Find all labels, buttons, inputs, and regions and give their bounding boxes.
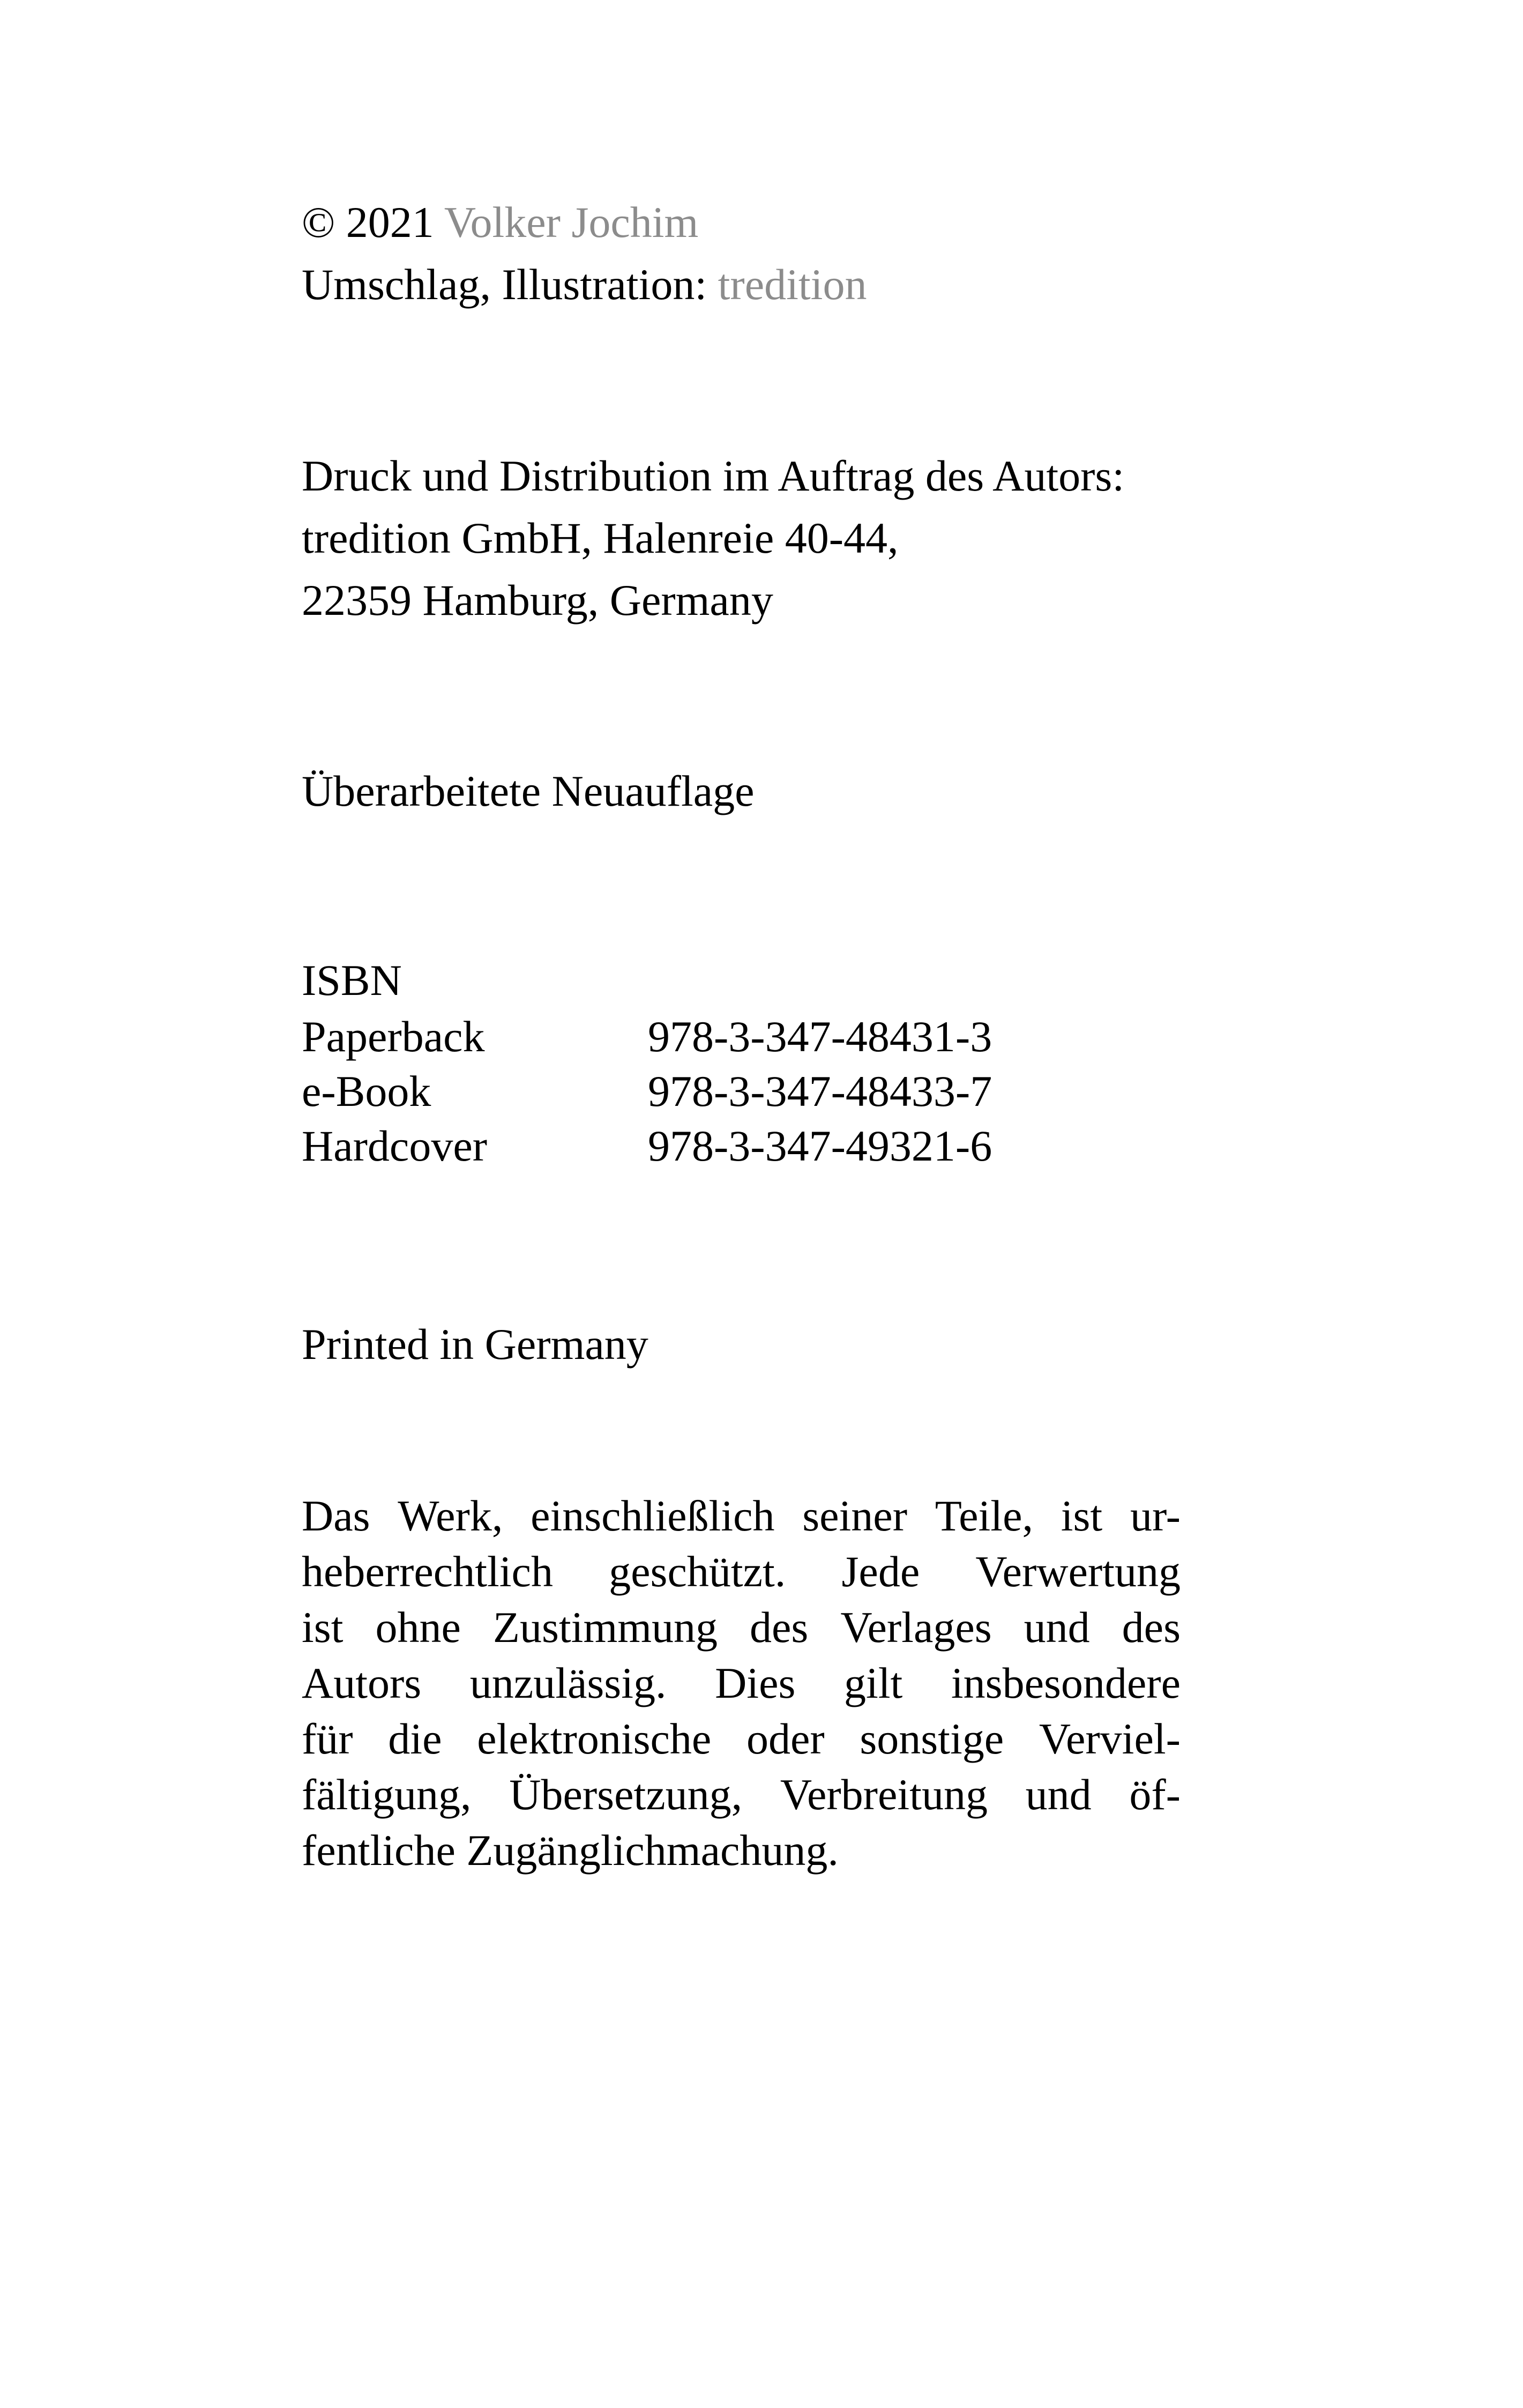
legal-word: Jede — [841, 1547, 920, 1596]
printed-in-block — [302, 1313, 648, 1376]
legal-word: einschließlich — [531, 1491, 775, 1540]
legal-word: gilt — [843, 1659, 903, 1707]
legal-line — [302, 1488, 1181, 1544]
legal-word: Übersetzung, — [509, 1770, 743, 1819]
copyright-line — [302, 191, 867, 254]
legal-word: die — [388, 1714, 442, 1763]
legal-line — [302, 1767, 1181, 1823]
legal-word: Das — [302, 1491, 370, 1540]
isbn-label: Hardcover — [302, 1121, 488, 1170]
isbn-block — [302, 952, 992, 1173]
author-name: Volker Jochim — [444, 198, 699, 247]
cover-credit-value: tredition — [718, 260, 867, 309]
legal-word: Autors — [302, 1659, 422, 1707]
legal-word: sonstige — [860, 1714, 1004, 1763]
legal-word: insbesondere — [951, 1659, 1181, 1707]
legal-word: Werk, — [398, 1491, 503, 1540]
legal-word: öf- — [1129, 1770, 1181, 1819]
copyright-prefix: © 2021 — [302, 198, 444, 247]
legal-word: Verbreitung — [780, 1770, 988, 1819]
legal-word: elektronische — [477, 1714, 712, 1763]
edition-note: Überarbeitete Neuauflage — [302, 767, 755, 815]
legal-line — [302, 1711, 1181, 1767]
legal-line — [302, 1600, 1181, 1655]
isbn-row-hardcover — [302, 1119, 992, 1173]
legal-word: und — [1024, 1603, 1090, 1652]
legal-word: Verlages — [840, 1603, 992, 1652]
legal-word: des — [750, 1603, 809, 1652]
isbn-label: Paperback — [302, 1012, 485, 1061]
isbn-value: 978-3-347-48433-7 — [648, 1067, 992, 1116]
legal-word: heberrechtlich — [302, 1547, 553, 1596]
isbn-row-ebook — [302, 1064, 992, 1119]
legal-word: und — [1025, 1770, 1092, 1819]
isbn-value: 978-3-347-48431-3 — [648, 1012, 992, 1061]
isbn-row-paperback — [302, 1009, 992, 1064]
legal-word: Verviel- — [1039, 1714, 1181, 1763]
legal-word: unzulässig. — [469, 1659, 667, 1707]
legal-notice — [302, 1488, 1181, 1878]
isbn-label: e-Book — [302, 1067, 431, 1116]
legal-word: oder — [746, 1714, 825, 1763]
legal-word: Verwertung — [975, 1547, 1181, 1596]
printing-block — [302, 445, 1124, 631]
legal-word: Dies — [715, 1659, 796, 1707]
cover-credit-label: Umschlag, Illustration: — [302, 260, 718, 309]
legal-word: Zustimmung — [492, 1603, 718, 1652]
legal-word: Teile, — [935, 1491, 1033, 1540]
cover-credit-line — [302, 254, 867, 316]
legal-word: geschützt. — [609, 1547, 786, 1596]
legal-line — [302, 1655, 1181, 1711]
copyright-block — [302, 191, 867, 316]
legal-word: für — [302, 1714, 353, 1763]
legal-line — [302, 1544, 1181, 1600]
printing-line-3: 22359 Hamburg, Germany — [302, 576, 773, 625]
legal-word: ur- — [1130, 1491, 1181, 1540]
isbn-heading: ISBN — [302, 956, 402, 1005]
legal-word: seiner — [802, 1491, 908, 1540]
legal-word: fältigung, — [302, 1770, 472, 1819]
printing-line-2: tredition GmbH, Halenreie 40-44, — [302, 514, 899, 562]
legal-word: des — [1122, 1603, 1181, 1652]
edition-block — [302, 760, 755, 822]
legal-word: ohne — [375, 1603, 461, 1652]
legal-word: ist — [302, 1603, 344, 1652]
isbn-value: 978-3-347-49321-6 — [648, 1121, 992, 1170]
printed-in-note: Printed in Germany — [302, 1320, 648, 1369]
printing-line-1: Druck und Distribution im Auftrag des Autors: — [302, 451, 1125, 500]
legal-line-last: fentliche Zugänglichmachung. — [302, 1826, 839, 1875]
legal-word: ist — [1061, 1491, 1103, 1540]
